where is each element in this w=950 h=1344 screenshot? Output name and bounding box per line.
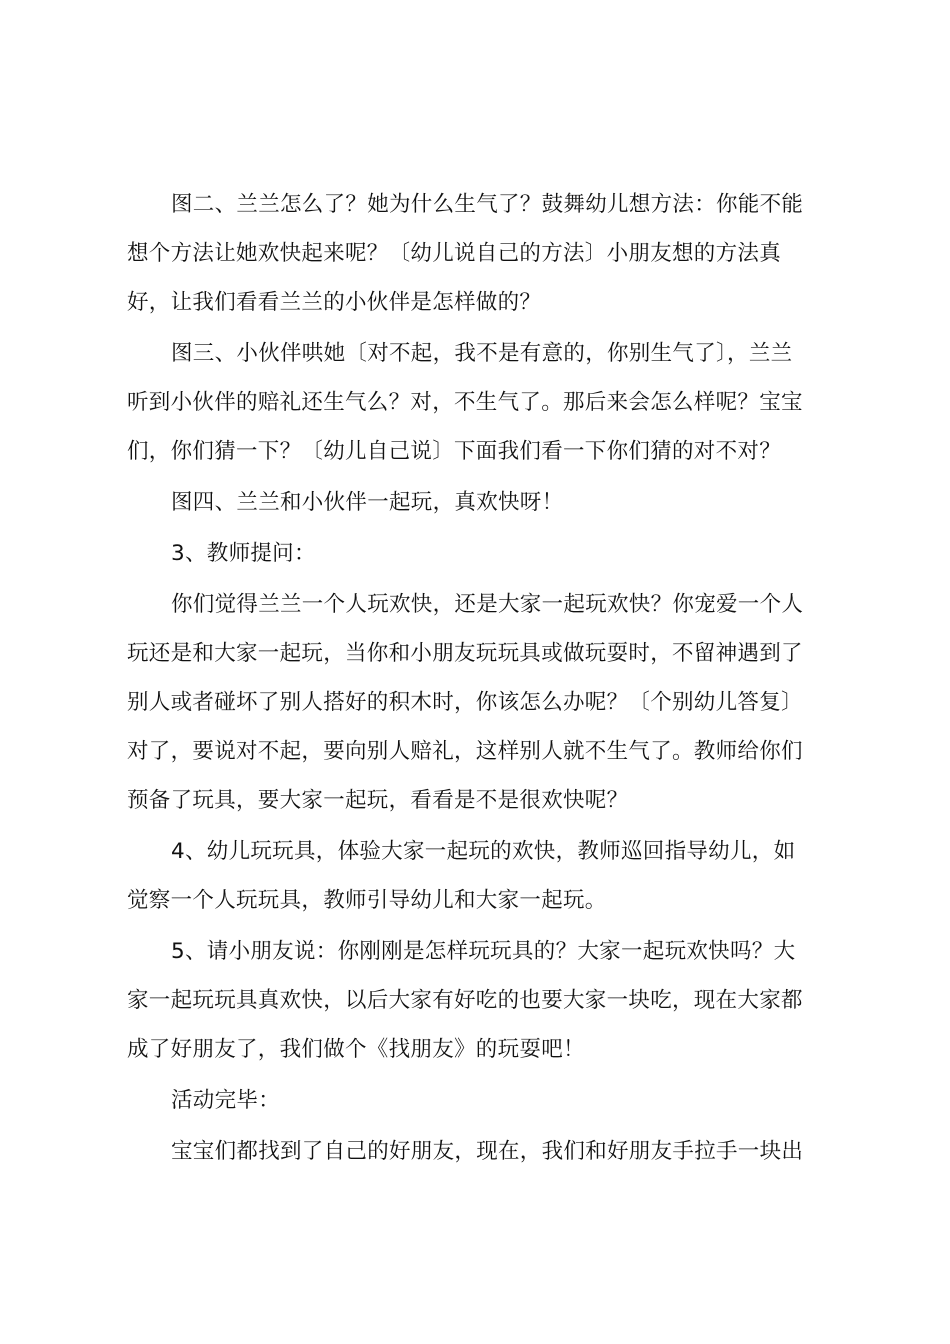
paragraph-figure-two xyxy=(127,180,832,327)
paragraph-closing xyxy=(127,1127,832,1176)
text-line: 图二、兰兰怎么了？她为什么生气了？鼓舞幼儿想方法：你能不能 xyxy=(171,192,804,217)
text-line: 玩还是和大家一起玩，当你和小朋友玩玩具或做玩耍时，不留神遇到了 xyxy=(127,641,803,666)
text-line: 对了，要说对不起，要向别人赔礼，这样别人就不生气了。教师给你们 xyxy=(127,739,803,764)
text-line: 成了好朋友了，我们做个《找朋友》的玩耍吧！ xyxy=(127,1037,585,1062)
text-line: 预备了玩具，要大家一起玩，看看是不是很欢快呢？ xyxy=(127,788,629,813)
text-line: 活动完毕： xyxy=(171,1088,281,1113)
paragraph-step-three-heading xyxy=(127,529,832,578)
text-line: 觉察一个人玩玩具，教师引导幼儿和大家一起玩。 xyxy=(127,888,607,913)
text-line: 3、教师提问： xyxy=(171,541,316,566)
text-line: 宝宝们都找到了自己的好朋友，现在，我们和好朋友手拉手一块出 xyxy=(171,1139,804,1164)
text-line: 家一起玩玩具真欢快，以后大家有好吃的也要大家一块吃，现在大家都 xyxy=(127,988,803,1013)
text-line: 们，你们猜一下？〔幼儿自己说〕下面我们看一下你们猜的对不对？ xyxy=(127,439,782,464)
text-line: 想个方法让她欢快起来呢？〔幼儿说自己的方法〕小朋友想的方法真 xyxy=(127,241,782,266)
paragraph-teacher-questions xyxy=(127,580,832,825)
text-line: 你们觉得兰兰一个人玩欢快，还是大家一起玩欢快？你宠爱一个人 xyxy=(171,592,804,617)
text-line: 别人或者碰坏了别人搭好的积木时，你该怎么办呢？〔个别幼儿答复〕 xyxy=(127,690,803,715)
paragraph-step-five xyxy=(127,927,832,1074)
paragraph-activity-end-heading xyxy=(127,1076,832,1125)
paragraph-figure-four xyxy=(127,478,832,527)
text-line: 听到小伙伴的赔礼还生气么？对，不生气了。那后来会怎么样呢？宝宝 xyxy=(127,390,803,415)
text-line: 5、请小朋友说：你刚刚是怎样玩玩具的？大家一起玩欢快吗？大 xyxy=(171,939,796,964)
text-line: 图三、小伙伴哄她〔对不起，我不是有意的，你别生气了〕，兰兰 xyxy=(171,341,793,366)
text-line: 好，让我们看看兰兰的小伙伴是怎样做的？ xyxy=(127,290,542,315)
paragraph-figure-three xyxy=(127,329,832,476)
paragraph-step-four xyxy=(127,827,832,925)
document-page xyxy=(127,180,832,1178)
text-line: 4、幼儿玩玩具，体验大家一起玩的欢快，教师巡回指导幼儿，如 xyxy=(171,839,796,864)
text-line: 图四、兰兰和小伙伴一起玩，真欢快呀！ xyxy=(171,490,564,515)
